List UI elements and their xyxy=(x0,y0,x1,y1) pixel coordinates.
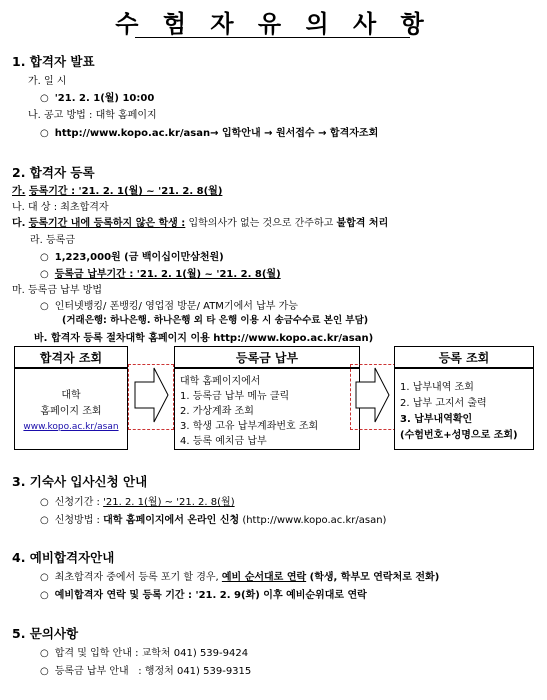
s2-da-label: 다. xyxy=(12,218,26,229)
section2-heading: 2. 합격자 등록 xyxy=(12,165,95,180)
section1-heading: 1. 합격자 발표 xyxy=(12,54,95,69)
s2-da-text: 등록기간 내에 등록하지 않은 학생 : xyxy=(28,218,186,229)
s1-url-path[interactable]: http://www.kopo.ac.kr/asan→ 입학안내 → 원서접수 → 합격자조회 xyxy=(54,128,379,139)
s2-methods-item xyxy=(40,297,298,312)
s3-method-label: 신청방법 : xyxy=(54,515,104,526)
circle-bullet-icon: ○ xyxy=(40,301,49,312)
s4-line1-item xyxy=(40,568,439,583)
s1-date: '21. 2. 1(월) 10:00 xyxy=(54,93,155,104)
circle-bullet-icon: ○ xyxy=(40,666,49,677)
s4-line2-item xyxy=(40,586,367,601)
s2-fee: 1,223,000원 (금 백이십이만삼천원) xyxy=(54,252,224,263)
flow-box3-header: 등록 조회 xyxy=(394,346,534,368)
s5-line1-item xyxy=(40,644,248,659)
s1-ga: 가. 일 시 xyxy=(28,76,67,87)
s2-ga-text: 등록기간 : '21. 2. 1(월) ~ '21. 2. 8(월) xyxy=(28,186,223,197)
s1-na: 나. 공고 방법 : 대학 홈페이지 xyxy=(28,110,157,121)
s4-line2: 예비합격자 연락 및 등록 기간 : '21. 2. 9(화) 이후 예비순위대로 연락 xyxy=(54,590,367,601)
s2-na: 나. 대 상 : 최초합격자 xyxy=(12,202,109,213)
s1-url-item xyxy=(40,124,378,139)
circle-bullet-icon: ○ xyxy=(40,515,49,526)
circle-bullet-icon: ○ xyxy=(40,572,49,583)
flow-box1-line2: 홈페이지 조회 xyxy=(40,406,102,417)
flow-box2-step: 1. 등록금 납부 메뉴 클릭 xyxy=(180,391,290,402)
s2-fee-period: 등록금 납부기간 : '21. 2. 1(월) ~ '21. 2. 8(월) xyxy=(54,269,281,280)
s2-da-bold: 불합격 처리 xyxy=(336,218,389,229)
s4-line1-a: 최초합격자 중에서 등록 포기 할 경우, xyxy=(54,572,222,583)
circle-bullet-icon: ○ xyxy=(40,648,49,659)
circle-bullet-icon: ○ xyxy=(40,269,49,280)
flow-box3-step: (수험번호+성명으로 조회) xyxy=(400,430,518,441)
flow-box2-intro: 대학 홈페이지에서 xyxy=(180,376,261,387)
circle-bullet-icon: ○ xyxy=(40,252,49,263)
right-arrow-icon xyxy=(355,366,391,424)
page-title: 수 험 자 유 의 사 항 xyxy=(115,10,432,38)
s2-note: (거래은행: 하나은행. 하나은행 외 타 은행 이용 시 송금수수료 본인 부담) xyxy=(62,315,369,326)
s2-ma: 마. 등록금 납부 방법 xyxy=(12,285,102,296)
section3-heading: 3. 기숙사 입사신청 안내 xyxy=(12,474,148,489)
s2-fee-period-item xyxy=(40,265,281,280)
circle-bullet-icon: ○ xyxy=(40,497,49,508)
s2-ra: 라. 등록금 xyxy=(30,235,75,246)
s2-da-rest: 입학의사가 없는 것으로 간주하고 xyxy=(185,218,337,229)
flow-box1-link[interactable]: www.kopo.ac.kr/asan xyxy=(23,422,119,432)
s1-date-item xyxy=(40,89,154,104)
s5-line2-item xyxy=(40,662,251,677)
section5-heading: 5. 문의사항 xyxy=(12,626,79,641)
s3-method: 대학 홈페이지에서 온라인 신청 xyxy=(103,515,240,526)
s3-method-url[interactable]: (http://www.kopo.ac.kr/asan) xyxy=(239,515,387,526)
flow-box2-step: 4. 등록 예치금 납부 xyxy=(180,436,267,447)
s2-da-line xyxy=(12,214,388,229)
s2-ba: 바. 합격자 등록 절차대학 홈페이지 이용 http://www.kopo.ac.kr/asan) xyxy=(34,333,374,344)
s3-period-label: 신청기간 : xyxy=(54,497,104,508)
s5-line1: 합격 및 입학 안내 : 교학처 041) 539-9424 xyxy=(54,648,249,659)
flow-box2-step: 3. 학생 고유 납부계좌번호 조회 xyxy=(180,421,319,432)
s2-ga-line xyxy=(12,182,222,197)
s4-line1-b: 예비 순서대로 연락 xyxy=(221,572,307,583)
flow-box1-header: 합격자 조회 xyxy=(14,346,128,368)
s2-fee-item xyxy=(40,248,224,263)
circle-bullet-icon: ○ xyxy=(40,93,49,104)
flow-box2-header: 등록금 납부 xyxy=(174,346,360,368)
s2-ga-label: 가. xyxy=(12,186,26,197)
s3-method-item xyxy=(40,511,386,526)
flow-box2-step: 2. 가상계좌 조회 xyxy=(180,406,254,417)
circle-bullet-icon: ○ xyxy=(40,128,49,139)
flow-box3-step: 1. 납부내역 조회 xyxy=(400,382,474,393)
s3-period-item xyxy=(40,493,235,508)
right-arrow-icon xyxy=(134,366,170,424)
flow-box3-step: 2. 납부 고지서 출력 xyxy=(400,398,487,409)
s2-methods: 인터넷뱅킹/ 폰뱅킹/ 영업점 방문/ ATM기에서 납부 가능 xyxy=(54,301,298,312)
section4-heading: 4. 예비합격자안내 xyxy=(12,550,115,565)
flow-box3-step: 3. 납부내역확인 xyxy=(400,414,473,425)
flow-box1-line1: 대학 xyxy=(61,390,81,401)
s5-line2: 등록금 납부 안내 : 행정처 041) 539-9315 xyxy=(54,666,252,677)
title-underline xyxy=(135,37,410,38)
s4-line1-c: (학생, 학부모 연락처로 전화) xyxy=(306,572,440,583)
circle-bullet-icon: ○ xyxy=(40,590,49,601)
s3-period: '21. 2. 1(월) ~ '21. 2. 8(월) xyxy=(103,497,235,508)
